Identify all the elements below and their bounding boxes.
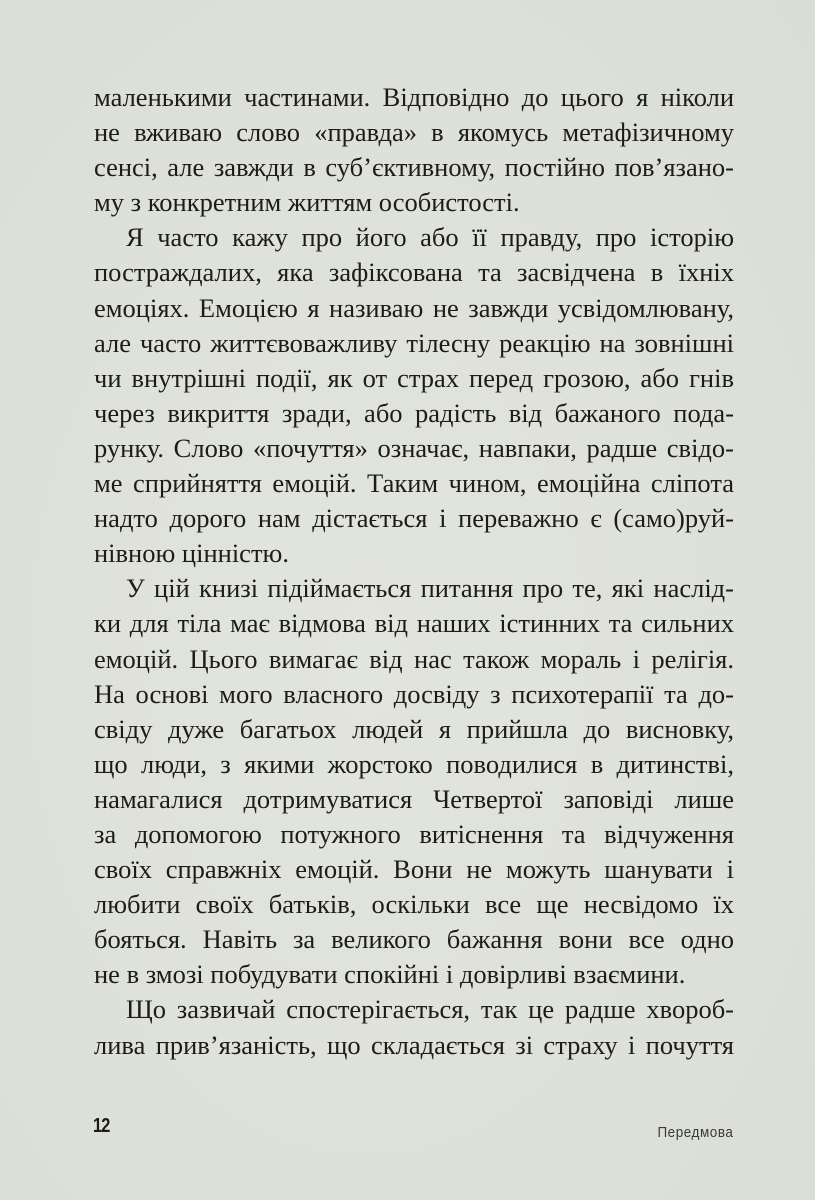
text-line: На основі мого власного досвіду з психотерапії та до- (94, 678, 734, 709)
text-line: але часто життєвоважливу тілесну реакцію на зовнішні (94, 327, 734, 358)
text-line: за допомогою потужного витіснення та відчуження (94, 818, 734, 849)
body-text (94, 80, 734, 1063)
text-line: Що зазвичай спостерігається, так це радше хвороб- (126, 994, 734, 1025)
text-line: емоцій. Цього вимагає від нас також мораль і релігія. (94, 643, 734, 674)
text-line: лива прив’язаність, що складається зі страху і почуття (94, 1029, 734, 1060)
text-line: маленькими частинами. Відповідно до цього я ніколи (94, 82, 734, 112)
text-line: У цій книзі підіймається питання про те, які наслід- (126, 573, 734, 604)
text-line: Я часто кажу про його або її правду, про історію (126, 222, 734, 253)
text-line: постраждалих, яка зафіксована та засвідчена в їхніх (94, 257, 734, 288)
text-line: що люди, з якими жорстоко поводилися в дитинстві, (94, 748, 734, 779)
text-line: бояться. Навіть за великого бажання вони все одно (94, 924, 734, 955)
text-line: ме сприйняття емоцій. Таким чином, емоційна сліпота (94, 468, 734, 499)
text-line: не в змозі побудувати спокійні і довірливі взаємини. (94, 959, 686, 990)
text-line: надто дорого нам дістається і переважно є (само)руй- (94, 503, 734, 534)
text-line: нівною цінністю. (94, 538, 289, 569)
text-line: любити своїх батьків, оскільки все ще несвідомо їх (94, 889, 734, 920)
text-line: свіду дуже багатьох людей я прийшла до висновку, (94, 713, 734, 744)
text-line: рунку. Слово «почуття» означає, навпаки, радше свідо- (94, 432, 734, 463)
text-line: емоціях. Емоцією я називаю не завжди усвідомлювану, (94, 292, 734, 323)
text-line: чи внутрішні події, як от страх перед грозою, або гнів (94, 362, 734, 393)
text-line: через викриття зради, або радість від бажаного пода- (94, 397, 734, 428)
text-line: не вживаю слово «правда» в якомусь метафізичному (94, 117, 734, 148)
text-line: му з конкретним життям особистості. (94, 187, 520, 218)
text-line: ки для тіла має відмова від наших істинних та сильних (94, 608, 734, 639)
page-number: 12 (93, 1115, 110, 1137)
text-line: намагалися дотримуватися Четвертої заповіді лише (94, 783, 734, 814)
running-footer-section-title: Передмова (657, 1124, 733, 1141)
text-line: своїх справжніх емоцій. Вони не можуть шанувати і (94, 854, 734, 885)
text-line: сенсі, але завжди в суб’єктивному, постійно пов’язано- (94, 152, 734, 183)
